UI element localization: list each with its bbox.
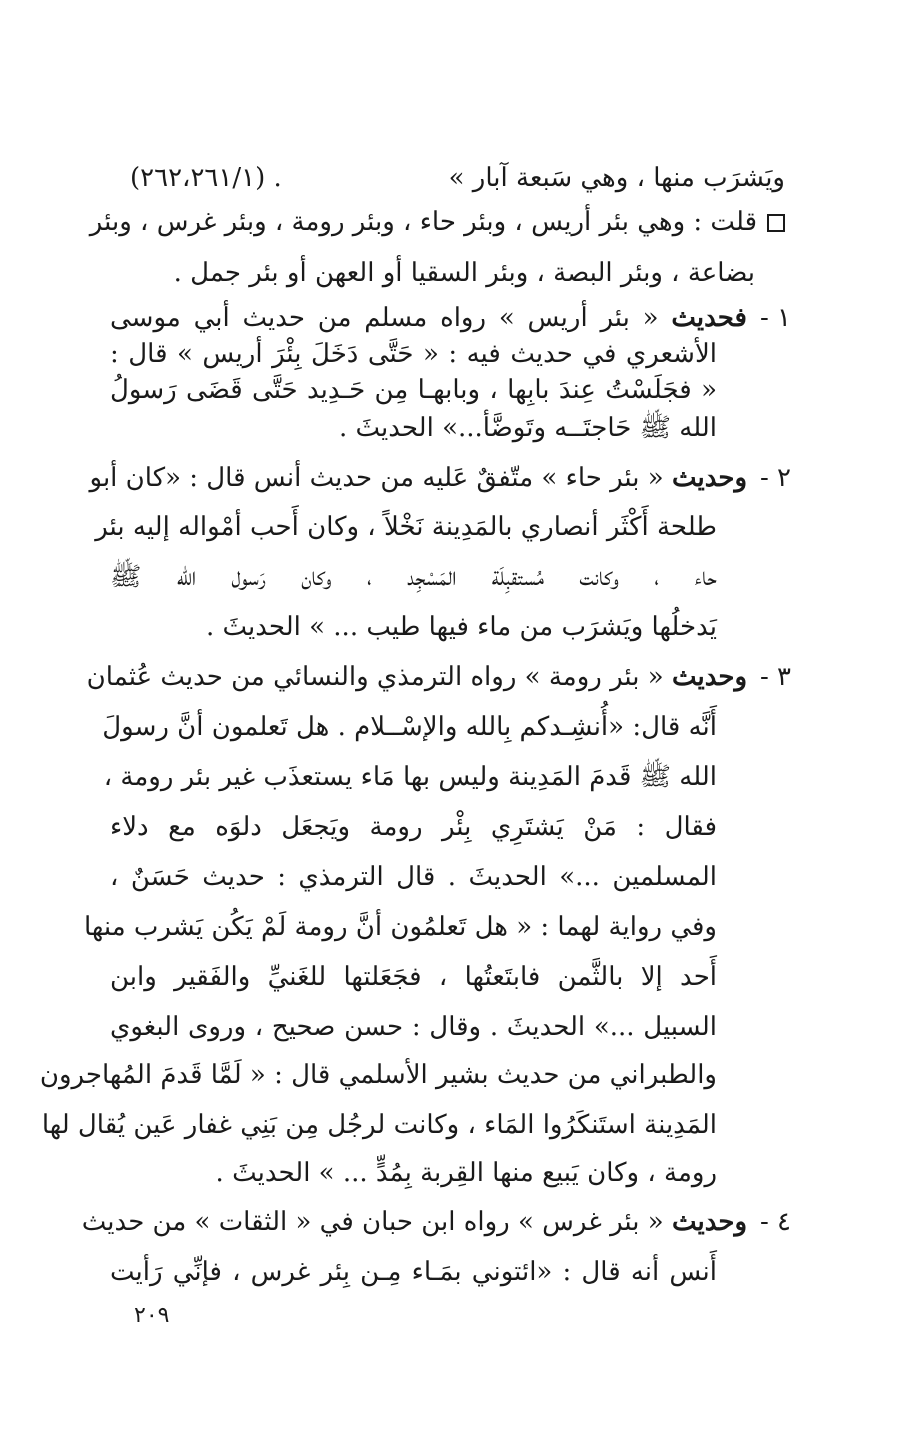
item-line: حاء ، وكانت مُستقبِلَة المَسْجِد ، وكان رَسول الله ﷺ: [110, 562, 717, 592]
page-number: ٢٠٩: [134, 1303, 170, 1328]
item-first-line: وحديث « بئر غرس » رواه ابن حبان في « الثقات » من حديث: [81, 1207, 747, 1237]
item-line: الأشعري في حديث فيه : « حَتَّى دَخَلَ بِئْرَ أريس » قال :: [110, 339, 717, 369]
item-line: أَنَّه قال: «أُنشِـدكم بِالله والإسْــلام . هل تَعلمون أنَّ رسولَ: [102, 712, 717, 742]
item-line: المسلمين ...» الحديثَ . قال الترمذي : حديث حَسَنٌ ،: [110, 862, 717, 892]
square-bullet-icon: [767, 214, 785, 232]
item-lead: وحديث: [671, 662, 747, 692]
item-line: والطبراني من حديث بشير الأسلمي قال : « لَمَّا قَدمَ المُهاجرون: [39, 1060, 717, 1090]
note-line-1: قلت : وهي بئر أريس ، وبئر حاء ، وبئر رومة ، وبئر غرس ، وبئر: [110, 206, 785, 238]
item-first-line: وحديث « بئر حاء » متّفقٌ عَليه من حديث أنس قال : «كان أبو: [89, 463, 747, 493]
item-number: ٤ -: [759, 1207, 791, 1237]
item-line: رومة ، وكان يَبيع منها القِربة بِمُدٍّ ... » الحديثَ .: [215, 1158, 717, 1188]
item-first-line: وحديث « بئر رومة » رواه الترمذي والنسائي من حديث عُثمان: [86, 662, 747, 692]
item-line: أَنس أنه قال : «ائتوني بمَـاء مِـن بِئر غرس ، فإنِّي رَأيت: [110, 1257, 717, 1287]
intro-line-right: ويَشرَب منها ، وهي سَبعة آبار »: [448, 163, 785, 193]
item-line: أَحد إلا بالثَّمن فابتَعتُها ، فجَعَلتها للغَنيِّ والفَقير وابن: [110, 962, 717, 992]
item-number: ٣ -: [759, 662, 791, 692]
item-line: فقال : مَنْ يَشتَرِي بِئْر رومة ويَجعَل دلوَه مع دلاء: [110, 812, 718, 842]
item-line: طلحة أَكْثَر أنصاري بالمَدِينة نَخْلاً ، وكان أَحب أمْواله إليه بئر: [95, 512, 717, 542]
item-line: الله ﷺ حَاجتَــه وتَوضَّأ...» الحديثَ .: [338, 413, 717, 443]
item-line: وفي رواية لهما : « هل تَعلمُون أنَّ رومة لَمْ يَكُن يَشرب منها: [83, 912, 717, 942]
item-number: ٢ -: [759, 463, 791, 493]
item-number: ١ -: [759, 303, 791, 333]
item-lead: وحديث: [671, 1207, 747, 1237]
item-line: السبيل ...» الحديثَ . وقال : حسن صحيح ، وروى البغوي: [110, 1012, 717, 1042]
item-line: « فجَلَسْتُ عِندَ بابِها ، وبابهـا مِن حَـدِيد حَتَّى قَضَى رَسولُ: [110, 375, 717, 405]
item-lead: فحديث: [671, 303, 747, 333]
item-line: المَدِينة استَنكَرُوا المَاء ، وكانت لرجُل مِن بَنِي غفار عَين يُقال لها: [41, 1110, 717, 1140]
intro-citation: . (٢٦٢،٢٦١/١): [130, 163, 282, 193]
item-line: يَدخلُها ويَشرَب من ماء فيها طيب ... » الحديثَ .: [205, 612, 717, 642]
note-line-2: بضاعة ، وبئر البصة ، وبئر السقيا أو العهن أو بئر جمل .: [173, 258, 755, 288]
item-first-line: فحديث « بئر أريس » رواه مسلم من حديث أبي موسى: [110, 303, 747, 333]
item-line: الله ﷺ قَدمَ المَدِينة وليس بها مَاء يستعذَب غير بئر رومة ،: [103, 762, 717, 792]
item-lead: وحديث: [671, 463, 747, 493]
